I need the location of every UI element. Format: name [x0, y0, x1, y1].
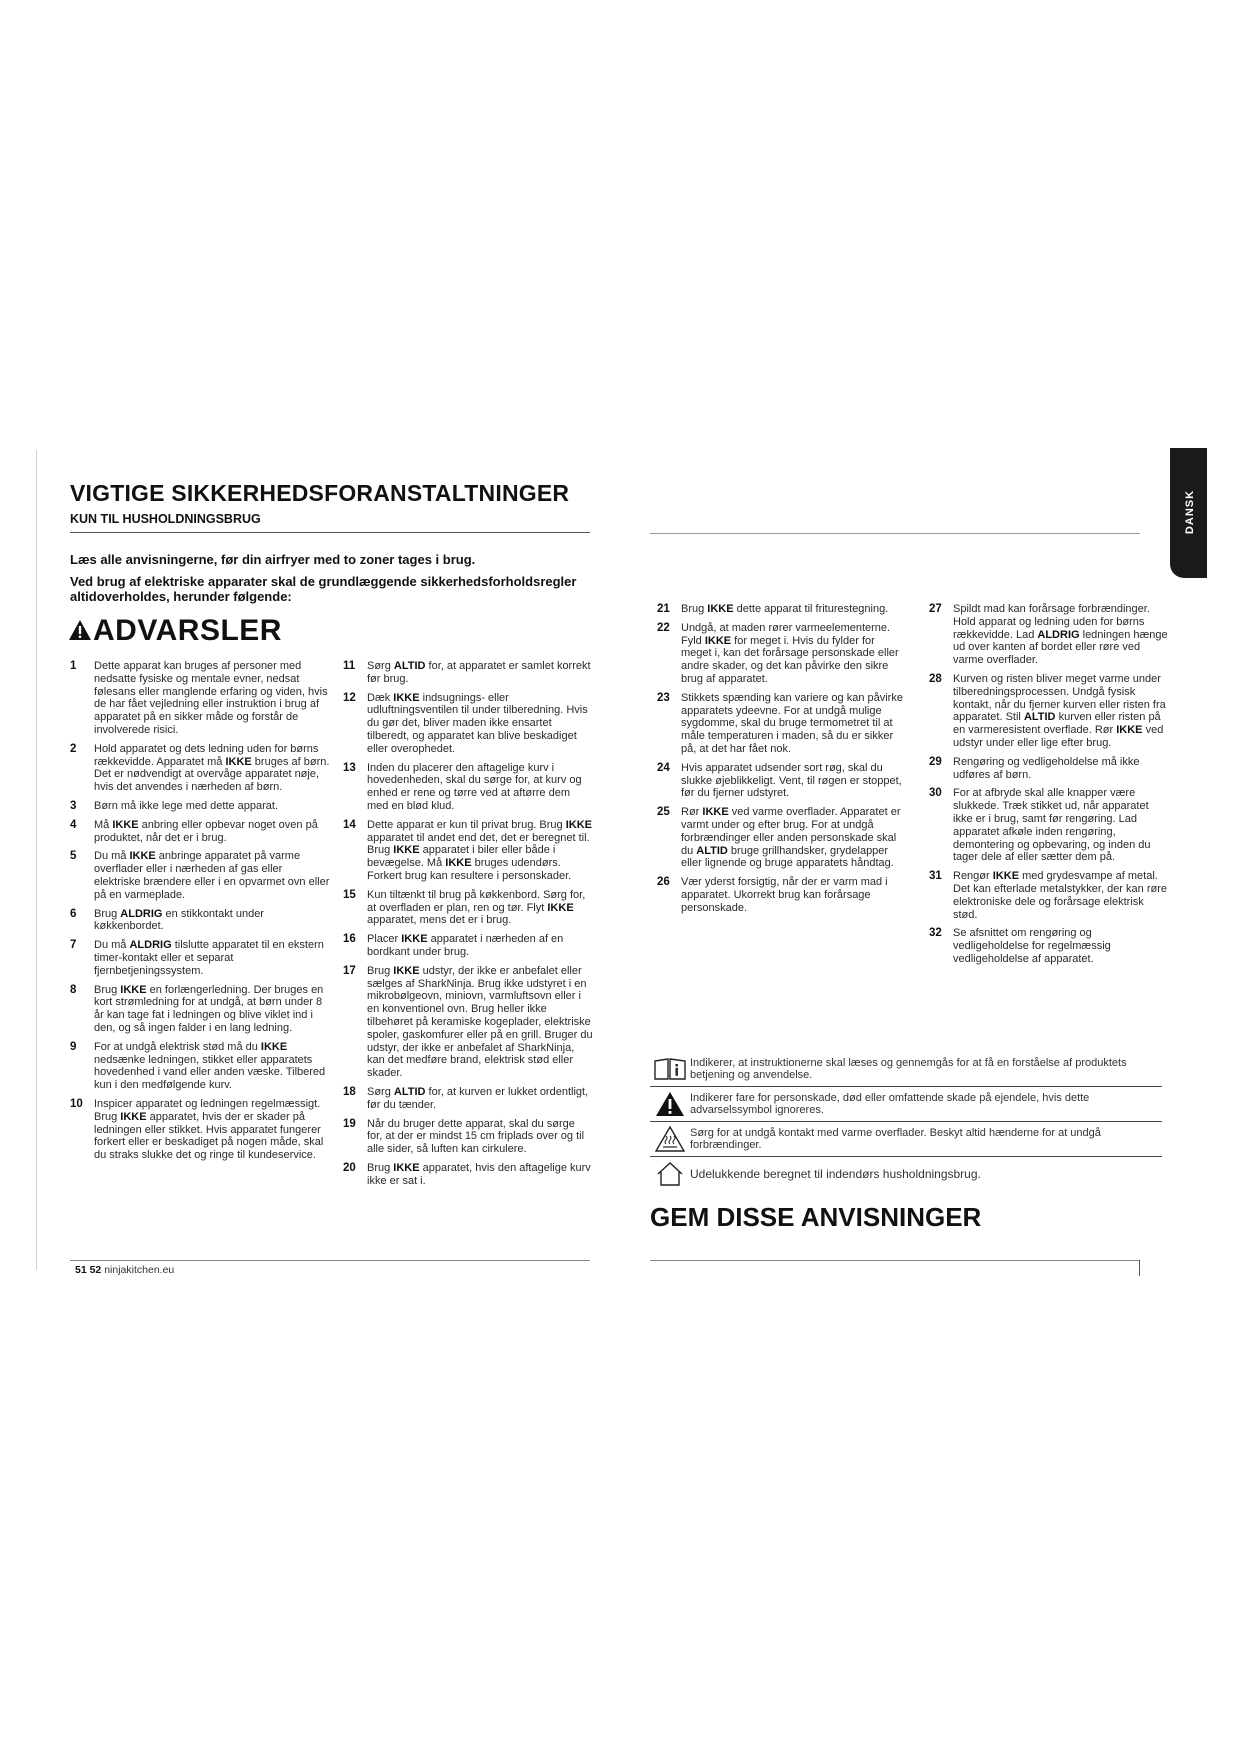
- safety-item-text: Brug IKKE dette apparat til friturestegning.: [681, 603, 889, 615]
- safety-column-1: [70, 660, 330, 1168]
- safety-item-text: Stikkets spænding kan variere og kan påvirke apparatets ydeevne. For at undgå mulige sygdomme, skal du bruge termometret til at måle temperaturen i maden, så du er sikker på, at det har fået nok.: [681, 691, 903, 755]
- intro-line-1: Læs alle anvisningerne, før din airfryer med to zoner tages i brug.: [70, 552, 476, 567]
- safety-item: [657, 622, 907, 686]
- website-link[interactable]: ninjakitchen.eu: [104, 1264, 175, 1276]
- safety-item-number: 21: [657, 603, 670, 615]
- page-title: VIGTIGE SIKKERHEDSFORANSTALTNINGER: [70, 480, 570, 506]
- safety-item: [70, 1041, 330, 1092]
- safety-item-number: 7: [70, 939, 77, 952]
- safety-item-text: Brug ALDRIG en stikkontakt under køkkenbordet.: [94, 907, 264, 933]
- safety-item: [343, 660, 593, 686]
- page-footer: [75, 1264, 174, 1276]
- safety-item-number: 30: [929, 787, 942, 800]
- safety-item-number: 24: [657, 761, 670, 774]
- safety-item-number: 14: [343, 818, 356, 831]
- safety-item: [70, 743, 330, 794]
- safety-item: [343, 819, 593, 883]
- safety-item-number: 9: [70, 1040, 77, 1053]
- safety-item-number: 3: [70, 799, 77, 812]
- page-subtitle: KUN TIL HUSHOLDNINGSBRUG: [70, 512, 261, 526]
- house-icon: [650, 1160, 690, 1188]
- legend-text: Indikerer, at instruktionerne skal læses og gennemgås for at få en forståelse af produktets betjening og anvendelse.: [690, 1056, 1127, 1081]
- safety-item-text: Brug IKKE udstyr, der ikke er anbefalet eller sælges af SharkNinja. Brug ikke udstyret i en mikrobølgeovn, miniovn, varmluftsovn eller i en konventionel ovn. Brug heller ikke tilbehøret på keramiske kogeplader, elektriske spoler, gaskomfurer eller på en grill. Bruger du udstyr, der ikke er anbefalet af SharkNinja, kan det medføre brand, elektrisk stød eller skader.: [367, 964, 593, 1080]
- safety-item: [657, 603, 907, 616]
- safety-item-text: Undgå, at maden rører varmeelementerne. Fyld IKKE for meget i. Hvis du fylder for meget i, kan det forårsage personskade eller andre skader, og det kan påvirke den sikre brug af apparatet.: [681, 621, 899, 685]
- language-tab: [1170, 448, 1207, 578]
- safety-item: [70, 984, 330, 1035]
- safety-item-text: Inspicer apparatet og ledningen regelmæssigt. Brug IKKE apparatet, hvis der er skader på ledningen eller stikket. Hvis apparatet fungerer forkert eller er beskadiget på nogen måde, skal du straks slukke det og ringe til kundeservice.: [94, 1097, 324, 1162]
- safety-item-number: 15: [343, 888, 356, 901]
- safety-item-number: 31: [929, 870, 942, 883]
- safety-item-text: For at afbryde skal alle knapper være slukkede. Træk stikket ud, når apparatet ikke er i brug, samt før rengøring. Lad apparatet afkøle inden rengøring, demontering og opbevaring, og inden du tager dele af eller sætter dem på.: [953, 787, 1151, 864]
- safety-item-number: 5: [70, 850, 77, 863]
- safety-item-text: Sørg ALTID for, at kurven er lukket ordentligt, før du tænder.: [367, 1085, 589, 1111]
- safety-item: [343, 762, 593, 813]
- symbol-legend: [650, 1052, 1162, 1191]
- safety-column-2: [343, 660, 593, 1193]
- safety-item-number: 19: [343, 1117, 356, 1130]
- safety-item-text: Dette apparat kan bruges af personer med nedsatte fysiske og mentale evner, nedsat følesans eller manglende erfaring og viden, hvis de har fået vejledning eller instruktion i brug af apparatet på en sikker måde og forstår de involverede risici.: [94, 660, 328, 736]
- safety-item-text: Dæk IKKE indsugnings- eller udluftningsventilen til under tilberedning. Hvis du gør det, bliver maden ikke ensartet tilberedt, og apparatet kan blive beskadiget eller overophedet.: [367, 691, 588, 755]
- safety-item-number: 12: [343, 691, 356, 704]
- safety-item-text: Hvis apparatet udsender sort røg, skal du slukke øjeblikkeligt. Vent, til røgen er stoppet, før du fjerner udstyret.: [681, 761, 902, 800]
- safety-item: [70, 908, 330, 934]
- safety-item-number: 8: [70, 983, 77, 996]
- safety-item: [657, 876, 907, 914]
- warnings-heading: [68, 614, 282, 648]
- safety-item: [929, 870, 1169, 921]
- safety-item-number: 10: [70, 1097, 83, 1110]
- legend-text: Udelukkende beregnet til indendørs husholdningsbrug.: [690, 1166, 981, 1181]
- footer-divider-right: [650, 1260, 1140, 1261]
- safety-item: [70, 850, 330, 901]
- language-tab-label: DANSK: [1184, 489, 1197, 535]
- safety-item-number: 28: [929, 672, 942, 685]
- safety-item-text: Se afsnittet om rengøring og vedligeholdelse for regelmæssig vedligeholdelse af apparatet.: [953, 927, 1111, 965]
- safety-item-number: 2: [70, 742, 77, 755]
- safety-item-text: Må IKKE anbring eller opbevar noget oven på produktet, når det er i brug.: [94, 818, 318, 844]
- safety-item: [929, 673, 1169, 750]
- safety-item-text: Sørg ALTID for, at apparatet er samlet korrekt før brug.: [367, 660, 591, 685]
- safety-item-number: 4: [70, 818, 77, 831]
- safety-item-number: 17: [343, 964, 356, 977]
- safety-item-number: 20: [343, 1161, 356, 1174]
- safety-item-number: 22: [657, 621, 670, 634]
- safety-column-3: [657, 603, 907, 921]
- safety-item: [343, 889, 593, 927]
- safety-item: [657, 762, 907, 800]
- safety-item-number: 6: [70, 907, 77, 920]
- intro-line-2: Ved brug af elektriske apparater skal de grundlæggende sikkerhedsforholdsregler altidoverholdes, herunder følgende:: [70, 574, 577, 604]
- safety-item: [929, 787, 1169, 864]
- safety-item: [343, 1162, 593, 1188]
- safety-item: [343, 1118, 593, 1156]
- safety-item-number: 29: [929, 755, 942, 768]
- safety-item-text: Du må ALDRIG tilslutte apparatet til en ekstern timer-kontakt eller et separat fjernbetjeningssystem.: [94, 939, 324, 977]
- safety-item-text: Spildt mad kan forårsage forbrændinger. Hold apparat og ledning uden for børns rækkevidde. Lad ALDRIG ledningen hænge ud over kanten af bordet eller røre ved varme overflader.: [953, 603, 1168, 667]
- page-numbers: 51 52: [75, 1264, 102, 1276]
- safety-item-text: Hold apparatet og dets ledning uden for børns rækkevidde. Apparatet må IKKE bruges af børn. Det er nødvendigt at overvåge apparatet nøje, hvis det anvendes i nærheden af børn.: [94, 742, 330, 794]
- safety-item: [929, 603, 1169, 667]
- safety-item: [70, 939, 330, 977]
- safety-item-text: Rengøring og vedligeholdelse må ikke udføres af børn.: [953, 755, 1140, 781]
- warning-triangle-icon: [650, 1090, 690, 1118]
- legend-row: [650, 1087, 1162, 1122]
- safety-item-text: Børn må ikke lege med dette apparat.: [94, 799, 279, 812]
- safety-item: [343, 1086, 593, 1112]
- safety-item-text: Vær yderst forsigtig, når der er varm mad i apparatet. Ukorrekt brug kan forårsage personskade.: [681, 876, 888, 914]
- legend-row: [650, 1157, 1162, 1191]
- safety-item: [929, 927, 1169, 965]
- safety-item-number: 32: [929, 927, 942, 940]
- safety-item-text: Rør IKKE ved varme overflader. Apparatet er varmt under og efter brug. For at undgå forbrændinger eller anden personskade skal du ALTID bruge grillhandsker, grydelapper eller lignende og bruge apparatets håndtag.: [681, 806, 901, 870]
- safety-column-4: [929, 603, 1169, 972]
- page-edge-line: [36, 450, 37, 1270]
- manual-info-icon: [650, 1055, 690, 1083]
- warnings-heading-text: ADVARSLER: [93, 614, 282, 647]
- safety-item: [70, 1098, 330, 1162]
- warning-triangle-icon: [68, 615, 92, 637]
- safety-item-number: 25: [657, 806, 670, 819]
- safety-item-number: 1: [70, 660, 77, 672]
- safety-item-text: Rengør IKKE med grydesvampe af metal. Det kan efterlade metalstykker, der kan røre elektroniske dele og forårsage elektrisk stød.: [953, 870, 1167, 921]
- safety-item: [343, 965, 593, 1080]
- safety-item-text: Når du bruger dette apparat, skal du sørge for, at der er mindst 15 cm friplads over og til alle sider, så luften kan cirkulere.: [367, 1117, 585, 1156]
- safety-item: [70, 660, 330, 737]
- safety-item: [657, 692, 907, 756]
- safety-item-number: 13: [343, 761, 356, 774]
- safety-item-text: Inden du placerer den aftagelige kurv i hovedenheden, skal du sørge for, at kurv og enhed er rene og tørre ved at aftørre dem med en blød klud.: [367, 761, 582, 812]
- safety-item-text: Brug IKKE apparatet, hvis den aftagelige kurv ikke er sat i.: [367, 1161, 591, 1187]
- footer-tick: [1139, 1260, 1140, 1276]
- safety-item: [343, 933, 593, 959]
- right-top-divider: [650, 533, 1140, 534]
- title-divider: [70, 532, 590, 533]
- safety-item-text: For at undgå elektrisk stød må du IKKE nedsænke ledningen, stikket eller apparatets hovedenhed i vand eller anden væske. Tilbered kun i den medfølgende kurv.: [94, 1040, 326, 1092]
- legend-text: Sørg for at undgå kontakt med varme overflader. Beskyt altid hænderne for at undgå forbrændinger.: [690, 1126, 1101, 1151]
- safety-item-text: Brug IKKE en forlængerledning. Der bruges en kort strømledning for at undgå, at børn under 8 år kan tage fat i ledningen og blive viklet ind i den, og så ingen falder i en lang ledning.: [94, 983, 324, 1034]
- legend-text: Indikerer fare for personskade, død eller omfattende skade på ejendele, hvis dette advarselssymbol ignoreres.: [690, 1091, 1090, 1116]
- safety-item-number: 16: [343, 933, 356, 946]
- safety-item-text: Du må IKKE anbringe apparatet på varme overflader eller i nærheden af gas eller elektriske brændere eller i en opvarmet ovn eller på en varmeplade.: [94, 850, 330, 901]
- safety-item-number: 26: [657, 876, 670, 889]
- safety-item: [657, 806, 907, 870]
- safety-item: [929, 756, 1169, 782]
- safety-item-text: Dette apparat er kun til privat brug. Brug IKKE apparatet til andet end det, det er beregnet til. Brug IKKE apparatet i biler eller både i bevægelse. Må IKKE bruges udendørs. Forkert brug kan resultere i personskader.: [367, 818, 592, 882]
- safety-item: [70, 819, 330, 845]
- hot-surface-icon: [650, 1125, 690, 1153]
- legend-row: [650, 1052, 1162, 1087]
- legend-row: [650, 1122, 1162, 1157]
- safety-item-number: 27: [929, 603, 942, 615]
- safety-item-text: Kun tiltænkt til brug på køkkenbord. Sørg for, at overfladen er plan, ren og tør. Flyt IKKE apparatet, mens det er i brug.: [367, 888, 586, 927]
- safety-item-number: 11: [343, 660, 356, 672]
- safety-item: [343, 692, 593, 756]
- footer-divider-left: [70, 1260, 590, 1261]
- safety-item-number: 23: [657, 691, 670, 704]
- safety-item: [70, 800, 330, 813]
- safety-item-text: Kurven og risten bliver meget varme under tilberedningsprocessen. Undgå fysisk kontakt, når du fjerner kurven eller risten fra apparatet. Stil ALTID kurven eller risten på en varmeresistent overflade. Rør IKKE ved udstyr under eller lige efter brug.: [953, 672, 1166, 749]
- safety-item-text: Placer IKKE apparatet i nærheden af en bordkant under brug.: [367, 933, 564, 958]
- safety-item-number: 18: [343, 1085, 356, 1098]
- save-instructions-heading: GEM DISSE ANVISNINGER: [650, 1202, 982, 1232]
